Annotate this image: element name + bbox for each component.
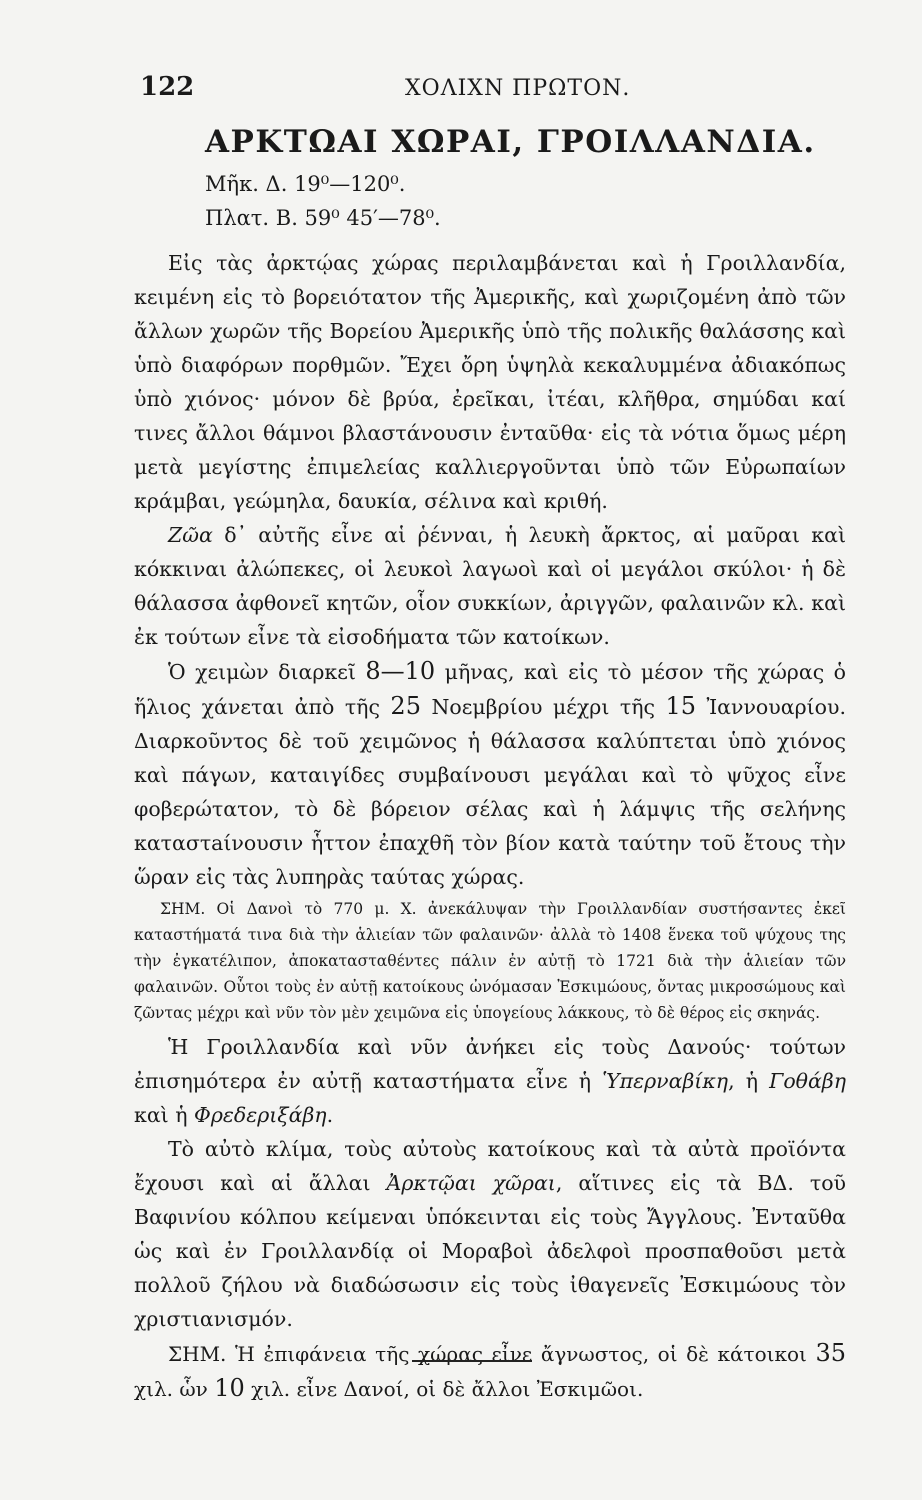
paragraph-3 (134, 654, 846, 894)
paragraph-5 (134, 1132, 846, 1336)
footnote-2 (134, 1336, 846, 1406)
paragraph-3-text-a: Ὁ χειμὼν διαρκεῖ (168, 660, 366, 684)
place-frederikshab: Φρεδεριξάβη (194, 1103, 327, 1127)
paragraph-4 (134, 1030, 846, 1132)
paragraph-3-text-d: Ἰαννουαρίου. Διαρκοῦντος δὲ τοῦ χειμῶνος ἡ θάλασσα καλύπτεται ὑπὸ χιόνος καὶ πάγων, καταιγίδες συμβαίνουσι μεγάλαι καὶ τὸ ψῦχος εἶνε φοβερώτατον, τὸ δὲ βόρειον σέλας καὶ ἡ λάμψις τῆς σελήνης καταστaίνουσιν ἧττον ἐπαχθῆ τὸν βίον κατὰ ταύτην τοῦ ἔτους τὴν ὥραν εἰς τὰς λυπηρὰς ταύτας χώρας. (134, 695, 846, 889)
paragraph-3-text-c: Νοεμβρίου μέχρι τῆς (420, 695, 666, 719)
paragraph-2 (134, 518, 846, 654)
place-godthab: Γοθάβη (769, 1069, 846, 1093)
paragraph-3-text-b: μῆνας, καὶ εἰς τὸ μέσον τῆς χώρας ὁ ἥλιος χάνεται ἀπὸ τῆς (134, 660, 846, 719)
paragraph-1: Εἰς τὰς ἀρκτῴας χώρας περιλαμβάνεται καὶ ἡ Γροιλλανδία, κειμένη εἰς τὸ βορειότατον τῆς Ἀμερικῆς, καὶ χωριζομένη ἀπὸ τῶν ἄλλων χωρῶν τῆς Βορείου Ἀμερικῆς ὑπὸ τῆς πολικῆς θαλάσσης καὶ ὑπὸ διαφόρων πορθμῶν. Ἔχει ὄρη ὑψηλὰ κεκαλυμμένα ἀδιακόπως ὑπὸ χιόνος· μόνον δὲ βρύα, ἐρεῖκαι, ἰτέαι, κλῆθρα, σημύδαι καί τινες ἄλλοι θάμνοι βλαστάνουσιν ἐνταῦθα· εἰς τὰ νότια ὅμως μέρη μετὰ μεγίστης ἐπιμελείας καλλιεργοῦνται ὑπὸ τῶν Εὐρωπαίων κράμβαι, γεώμηλα, δαυκία, σέλινα καὶ κριθή. (134, 251, 846, 513)
longitude-line: Μῆκ. Δ. 19⁰—120⁰. (205, 172, 406, 196)
running-head: ΧΟΛΙΧΝ ΠΡΩΤΟΝ. (405, 76, 631, 101)
body-text (134, 246, 846, 1406)
winter-months: 8—10 (365, 657, 436, 685)
section-title: ΑΡΚΤΩΑΙ ΧΩΡΑΙ, ΓΡΟΙΛΛΑΝΔΙΑ. (205, 124, 816, 160)
footnote-2-text-b: χιλ. ὧν (134, 1377, 215, 1401)
population-danes: 10 (214, 1374, 245, 1402)
place-upernavik: Ὑπερναβίκη (602, 1069, 729, 1093)
page-number: 122 (140, 72, 195, 102)
arctic-lands-term: Ἀρκτῷαι χῶραι (386, 1171, 556, 1195)
paragraph-2-lead: Ζῶα (168, 523, 213, 547)
page-header (140, 72, 840, 108)
paragraph-4-text-c: καὶ ἡ (134, 1103, 195, 1127)
paragraph-4-text-b: , ἡ (728, 1069, 770, 1093)
latitude-line: Πλατ. Β. 59⁰ 45′—78⁰. (205, 206, 441, 230)
end-rule (412, 1360, 532, 1362)
paragraph-4-text-a: Ἡ Γροιλλανδία καὶ νῦν ἀνήκει εἰς τοὺς Δανούς· τούτων ἐπισημότερα ἐν αὐτῇ καταστήματα εἶνε ἡ (134, 1035, 846, 1093)
paragraph-5-text-a: Τὸ αὐτὸ κλίμα, τοὺς αὐτοὺς κατοίκους καὶ τὰ αὐτὰ προϊόντα ἔχουσι καὶ αἱ ἄλλαι (134, 1137, 846, 1195)
footnote-2-text-c: χιλ. εἶνε Δανοί, οἱ δὲ ἄλλοι Ἐσκιμῶοι. (244, 1377, 644, 1401)
paragraph-5-text-b: , αἵτινες εἰς τὰ ΒΔ. τοῦ Βαφινίου κόλπου κείμεναι ὑπόκεινται εἰς τοὺς Ἄγγλους. Ἐνταῦθα ὡς καὶ ἐν Γροιλλανδίᾳ οἱ Μοραβοὶ ἀδελφοὶ προσπαθοῦσι μετὰ πολλοῦ ζήλου νὰ διαδώσωσιν εἰς τοὺς ἰθαγενεῖς Ἐσκιμώους τὸν χριστιανισμόν. (134, 1171, 847, 1331)
date-november: 25 (390, 692, 421, 720)
population-total: 35 (815, 1339, 846, 1367)
footnote-2-text-a: ΣΗΜ. Ἡ ἐπιφάνεια τῆς χώρας εἶνε ἄγνωστος, οἱ δὲ κάτοικοι (168, 1342, 816, 1366)
date-january: 15 (665, 692, 696, 720)
paragraph-2-text: δ᾽ αὐτῆς εἶνε αἱ ῥένναι, ἡ λευκὴ ἄρκτος, αἱ μαῦραι καὶ κόκκιναι ἀλώπεκες, οἱ λευκοὶ λαγωοὶ καὶ οἱ μεγάλοι σκύλοι· ἡ δὲ θάλασσα ἀφθονεῖ κητῶν, οἷον συκκίων, ἀριγγῶν, φαλαινῶν κλ. καὶ ἐκ τούτων εἶνε τὰ εἰσοδήματα τῶν κατοίκων. (134, 523, 846, 649)
paragraph-4-text-d: . (326, 1103, 334, 1127)
footnote-1: ΣΗΜ. Οἱ Δανοὶ τὸ 770 μ. Χ. ἀνεκάλυψαν τὴν Γροιλλανδίαν συστήσαντες ἐκεῖ καταστήματά τινα διὰ τὴν ἁλιείαν τῶν φαλαινῶν· ἀλλὰ τὸ 1408 ἕνεκα τοῦ ψύχους της τὴν ἐγκατέλιπον, ἀποκατασταθέντες πάλιν ἐν αὐτῇ τὸ 1721 διὰ τὴν ἁλιείαν τῶν φαλαινῶν. Οὗτοι τοὺς ἐν αὐτῇ κατοίκους ὠνόμασαν Ἐσκιμώους, ὄντας μικροσώμους καὶ ζῶντας μέχρι καὶ νῦν τὸν μὲν χειμῶνα εἰς ὑπογείους λάκκους, τὸ δὲ θέρος εἰς σκηνάς. (134, 900, 846, 1022)
